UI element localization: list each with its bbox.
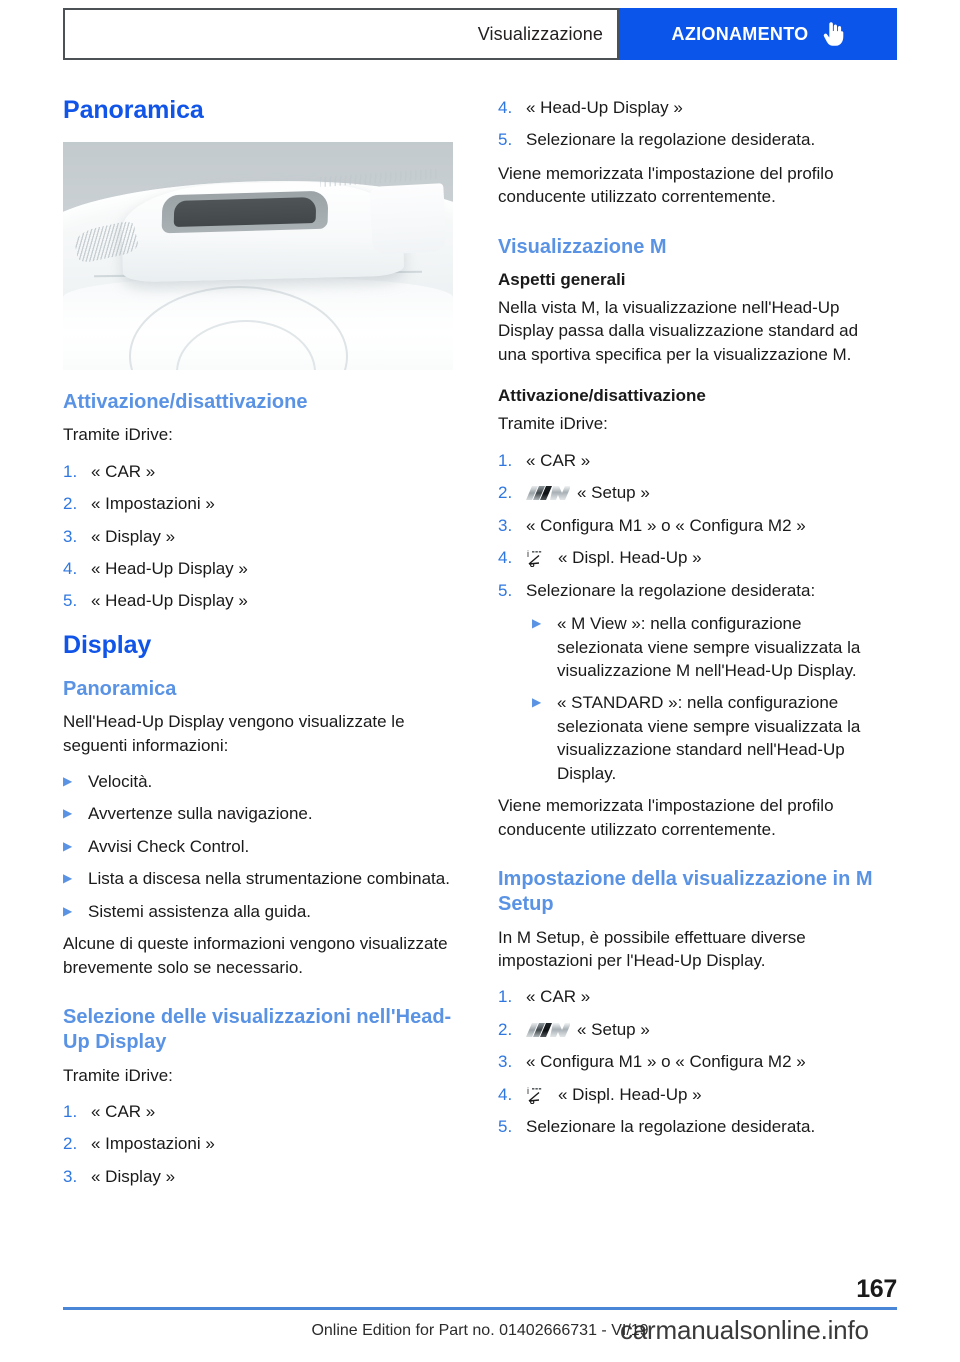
footer-edition-note: Online Edition for Part no. 01402666731 - VI/19 — [311, 1322, 649, 1339]
step-number: 2. — [63, 494, 78, 514]
impostazione-lead: In M Setup, è possibile effettuare diverse impostazioni per l'Head-Up Display. — [498, 927, 806, 970]
triangle-bullet-icon: ▶ — [63, 871, 73, 886]
tab-visualizzazione-label: Visualizzazione — [477, 23, 603, 44]
heading-panoramica-sub: Panoramica — [63, 677, 177, 700]
step-number: 3. — [498, 515, 513, 535]
list-item — [498, 1115, 888, 1138]
triangle-bullet-icon: ▶ — [63, 838, 73, 853]
bullet-text: Lista a discesa nella strumentazione combinata. — [88, 869, 450, 889]
step-text: « CAR » — [91, 461, 156, 481]
heading-visualizzazione-m: Visualizzazione M — [498, 235, 667, 258]
list-item — [498, 1018, 888, 1041]
attivazione-steps — [63, 460, 453, 613]
svg-text:i: i — [527, 1085, 529, 1096]
step-text: « Display » — [91, 1166, 176, 1186]
list-item — [498, 1083, 888, 1106]
header-tabs — [63, 8, 897, 60]
head-up-display-icon — [526, 548, 553, 567]
step-number: 2. — [498, 483, 513, 503]
panoramica-lead: Nell'Head-Up Display vengono visualizzate le seguenti informazioni: — [63, 712, 405, 755]
step-text-with-icon — [526, 1083, 888, 1106]
list-item — [63, 492, 453, 515]
step-text-with-icon — [526, 546, 888, 569]
site-watermark: carmanualsonline.info — [620, 1315, 869, 1345]
list-item — [532, 691, 888, 785]
step-text: « Configura M1 » o « Configura M2 » — [526, 1052, 806, 1072]
selezione-lead: Tramite iDrive: — [63, 1065, 173, 1085]
step-text: « Head-Up Display » — [91, 559, 248, 578]
step-text: « Head-Up Display » — [91, 591, 248, 611]
step-number: 3. — [498, 1052, 513, 1072]
step-number: 1. — [498, 987, 513, 1007]
selezione-steps — [63, 1100, 453, 1188]
head-up-display-icon — [526, 1085, 553, 1104]
list-item — [63, 1165, 453, 1188]
step-text: « Configura M1 » o « Configura M2 » — [526, 515, 806, 535]
list-item — [63, 770, 453, 793]
step-text: « Displ. Head-Up » — [558, 548, 702, 568]
list-item — [498, 449, 888, 472]
impostazione-steps — [498, 985, 888, 1138]
bullet-text: « M View »: nella configurazione selezionata viene sempre visualizzata la visualizzazione M nell'Head-Up Display. — [557, 614, 861, 680]
triangle-bullet-icon: ▶ — [532, 616, 542, 631]
step-number: 1. — [63, 461, 78, 481]
heading-panoramica: Panoramica — [63, 96, 204, 124]
list-item — [498, 546, 888, 569]
attivazione-lead: Tramite iDrive: — [63, 425, 173, 445]
step-number: 1. — [498, 450, 513, 470]
bullet-text: Sistemi assistenza alla guida. — [88, 901, 312, 921]
triangle-bullet-icon: ▶ — [63, 806, 73, 821]
bullet-text: « STANDARD »: nella configurazione selezionata viene sempre visualizzata la visualizzazione standard nell'Head-Up Display. — [557, 693, 861, 783]
step-number: 3. — [63, 526, 78, 546]
left-column — [63, 96, 453, 1198]
tab-visualizzazione[interactable] — [63, 8, 619, 60]
step-text-with-icon — [526, 1018, 888, 1041]
step-number: 4. — [498, 98, 513, 117]
head-up-display-figure — [63, 142, 453, 370]
continued-closing: Viene memorizzata l'impostazione del profilo conducente utilizzato correntemente. — [498, 163, 834, 207]
heading-attivazione-m: Attivazione/disattivazione — [498, 386, 706, 406]
step-text: « Impostazioni » — [91, 1134, 215, 1154]
step-number: 4. — [498, 1084, 513, 1104]
heading-impostazione-m-setup: Impostazione della visualizzazione in M Setup — [498, 868, 873, 916]
m-logo-icon — [526, 484, 570, 500]
pointing-hand-icon — [822, 21, 844, 47]
attivazione-m-sub-bullets — [532, 612, 888, 785]
attivazione-m-closing: Viene memorizzata l'impostazione del profilo conducente utilizzato correntemente. — [498, 796, 834, 839]
list-item — [63, 525, 453, 548]
step-text: « Head-Up Display » — [526, 98, 683, 117]
step-number: 5. — [498, 580, 513, 600]
triangle-bullet-icon: ▶ — [532, 695, 542, 710]
list-item — [498, 985, 888, 1008]
aspetti-body: Nella vista M, la visualizzazione nell'Head-Up Display passa dalla visualizzazione standard ad una sportiva specifica per la visualizzazione M. — [498, 298, 859, 364]
heading-selezione-visualizzazioni: Selezione delle visualizzazioni nell'Head-Up Display — [63, 1006, 452, 1054]
list-item — [63, 802, 453, 825]
list-item — [532, 612, 888, 682]
panoramica-bullets — [63, 770, 453, 923]
step-number: 5. — [63, 591, 78, 611]
step-text: « Impostazioni » — [91, 494, 215, 514]
step-number: 3. — [63, 1166, 78, 1186]
list-item — [63, 867, 453, 890]
triangle-bullet-icon: ▶ — [63, 774, 73, 788]
bullet-text: Avvisi Check Control. — [88, 836, 250, 856]
list-item — [498, 96, 888, 119]
bullet-text: Velocità. — [88, 772, 153, 791]
step-text: « CAR » — [526, 987, 591, 1007]
list-item — [63, 835, 453, 858]
right-column — [498, 96, 888, 1198]
attivazione-m-steps — [498, 449, 888, 602]
list-item — [63, 900, 453, 923]
panoramica-closing: Alcune di queste informazioni vengono visualizzate brevemente solo se necessario. — [63, 934, 448, 977]
step-number: 5. — [498, 130, 513, 150]
heading-attivazione-disattivazione: Attivazione/disattivazione — [63, 391, 308, 413]
step-text: Selezionare la regolazione desiderata. — [526, 1117, 816, 1137]
heading-aspetti-generali: Aspetti generali — [498, 270, 626, 289]
page-number: 167 — [856, 1275, 897, 1303]
step-text: Selezionare la regolazione desiderata: — [526, 580, 816, 600]
list-item — [498, 579, 888, 602]
step-text: « Setup » — [577, 483, 650, 503]
footer-divider — [63, 1307, 897, 1310]
page-body — [0, 96, 960, 1198]
figure-hud-glass — [174, 197, 317, 227]
step-text: « CAR » — [526, 450, 591, 470]
list-item — [498, 128, 888, 151]
step-text-with-icon — [526, 481, 888, 504]
heading-display: Display — [63, 630, 152, 659]
triangle-bullet-icon: ▶ — [63, 903, 73, 918]
step-number: 2. — [498, 1019, 513, 1039]
attivazione-m-lead: Tramite iDrive: — [498, 414, 608, 434]
step-text: « CAR » — [91, 1102, 156, 1121]
m-logo-icon — [526, 1021, 570, 1037]
list-item — [63, 589, 453, 612]
step-number: 1. — [63, 1102, 78, 1121]
step-number: 2. — [63, 1134, 78, 1154]
continued-steps — [498, 96, 888, 152]
svg-text:i: i — [527, 549, 529, 560]
tab-azionamento-label: AZIONAMENTO — [671, 23, 809, 44]
figure-side-panel — [369, 183, 447, 255]
step-text: « Displ. Head-Up » — [558, 1084, 702, 1104]
list-item — [63, 1100, 453, 1123]
step-text: Selezionare la regolazione desiderata. — [526, 130, 816, 150]
step-text: « Setup » — [577, 1019, 650, 1039]
list-item — [63, 557, 453, 580]
tab-azionamento[interactable] — [619, 8, 897, 60]
step-text: « Display » — [91, 526, 176, 546]
bullet-text: Avvertenze sulla navigazione. — [88, 804, 313, 824]
figure-hud-aperture — [162, 191, 329, 233]
list-item — [63, 1132, 453, 1155]
list-item — [498, 514, 888, 537]
list-item — [498, 1050, 888, 1073]
list-item — [63, 460, 453, 483]
step-number: 5. — [498, 1117, 513, 1137]
list-item — [498, 481, 888, 504]
step-number: 4. — [498, 548, 513, 568]
step-number: 4. — [63, 559, 78, 578]
